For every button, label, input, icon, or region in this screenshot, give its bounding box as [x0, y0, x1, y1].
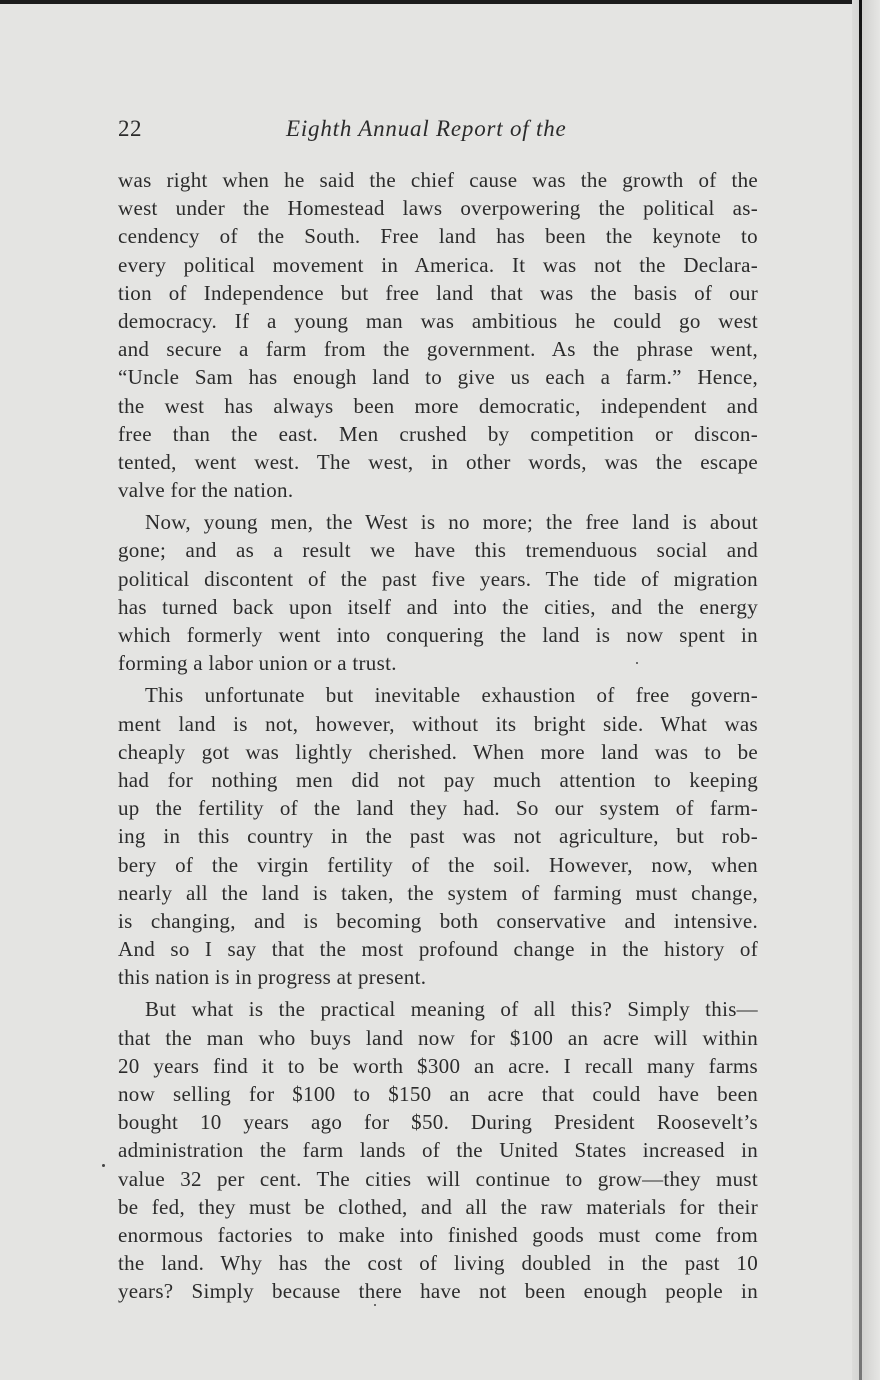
text-line: And so I say that the most profound change in the history of	[118, 937, 758, 962]
text-line: cendency of the South. Free land has been the keynote to	[118, 224, 758, 249]
text-line: democracy. If a young man was ambitious he could go west	[118, 308, 758, 333]
text-line: that the man who buys land now for $100 an acre will within	[118, 1025, 758, 1050]
text-line: value 32 per cent. The cities will continue to grow—they must	[118, 1166, 758, 1191]
body-text	[118, 166, 758, 1306]
text-line: bery of the virgin fertility of the soil. However, now, when	[118, 852, 758, 877]
paragraph-2	[118, 508, 758, 677]
text-line: free than the east. Men crushed by competition or discon-	[118, 421, 758, 446]
print-speck	[102, 1164, 105, 1167]
text-line: and secure a farm from the government. As the phrase went,	[118, 337, 758, 362]
text-line: every political movement in America. It was not the Declara-	[118, 252, 758, 277]
text-line: Now, young men, the West is no more; the free land is about	[145, 510, 758, 535]
text-line: enormous factories to make into finished goods must come from	[118, 1222, 758, 1247]
text-line: the west has always been more democratic, independent and	[118, 393, 758, 418]
paragraph-3	[118, 681, 758, 991]
text-line: which formerly went into conquering the land is now spent in	[118, 623, 758, 647]
text-line: years? Simply because there have not been enough people in	[118, 1279, 758, 1304]
text-line: administration the farm lands of the United States increased in	[118, 1138, 758, 1163]
text-line: bought 10 years ago for $50. During President Roosevelt’s	[118, 1110, 758, 1135]
page-edge-line	[859, 0, 862, 1380]
text-line: up the fertility of the land they had. So our system of farm-	[118, 796, 758, 821]
print-speck	[636, 662, 638, 664]
text-line: is changing, and is becoming both conservative and intensive.	[118, 908, 758, 933]
paragraph-4	[118, 995, 758, 1305]
text-line: west under the Homestead laws overpowering the political as-	[118, 196, 758, 221]
text-line: tented, went west. The west, in other words, was the escape	[118, 449, 758, 474]
text-line: valve for the nation.	[118, 478, 294, 503]
text-line: gone; and as a result we have this tremenduous social and	[118, 538, 758, 563]
page-edge-shadow	[852, 0, 880, 1380]
text-line: this nation is in progress at present.	[118, 965, 427, 990]
text-line: now selling for $100 to $150 an acre that could have been	[118, 1082, 758, 1106]
text-line: the land. Why has the cost of living doubled in the past 10	[118, 1251, 758, 1276]
text-line: has turned back upon itself and into the cities, and the energy	[118, 594, 758, 619]
page-number: 22	[118, 116, 142, 141]
running-title: Eighth Annual Report of the	[286, 116, 567, 141]
text-line: political discontent of the past five years. The tide of migration	[118, 566, 758, 591]
print-speck	[374, 1304, 376, 1306]
paragraph-1	[118, 166, 758, 504]
top-edge-rule	[0, 0, 880, 4]
text-line: “Uncle Sam has enough land to give us each a farm.” Hence,	[118, 365, 758, 390]
page-header	[118, 116, 758, 148]
text-line: ment land is not, however, without its bright side. What was	[118, 711, 758, 736]
text-line: nearly all the land is taken, the system of farming must change,	[118, 880, 758, 905]
text-line: forming a labor union or a trust.	[118, 651, 397, 676]
text-line: had for nothing men did not pay much attention to keeping	[118, 767, 758, 792]
text-line: But what is the practical meaning of all this? Simply this—	[145, 997, 758, 1022]
text-line: cheaply got was lightly cherished. When more land was to be	[118, 739, 758, 764]
text-line: This unfortunate but inevitable exhaustion of free govern-	[145, 683, 758, 708]
text-line: be fed, they must be clothed, and all the raw materials for their	[118, 1194, 758, 1219]
text-line: 20 years find it to be worth $300 an acre. I recall many farms	[118, 1053, 758, 1078]
text-line: was right when he said the chief cause was the growth of the	[118, 168, 758, 192]
text-line: ing in this country in the past was not agriculture, but rob-	[118, 824, 758, 849]
text-line: tion of Independence but free land that was the basis of our	[118, 280, 758, 305]
